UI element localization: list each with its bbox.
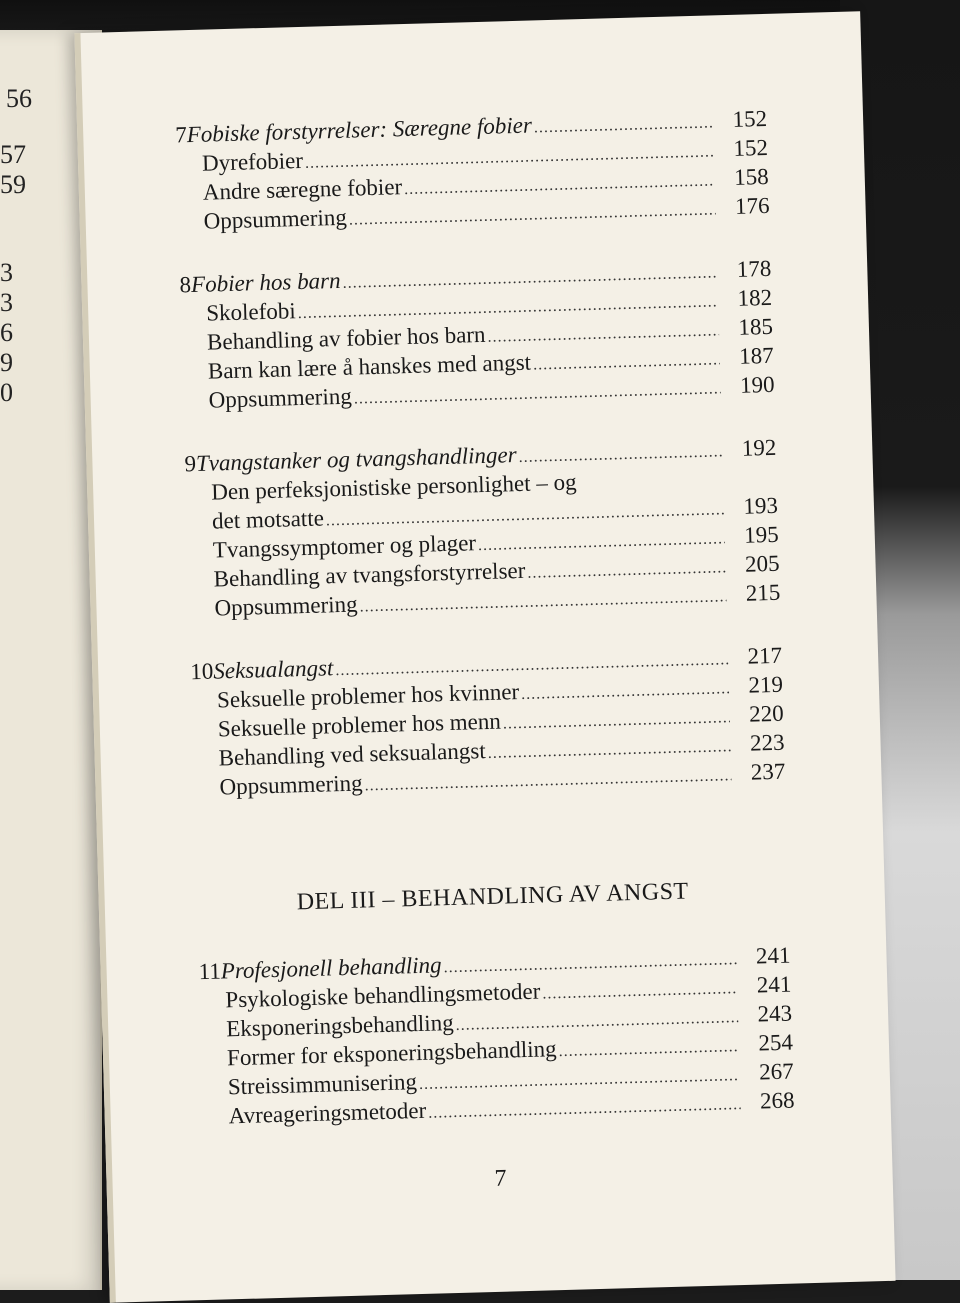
- chapter-title: Profesjonell behandling: [220, 952, 442, 984]
- facing-page-number: 57: [0, 140, 26, 169]
- page-number: 205: [744, 550, 780, 577]
- facing-page-number: 3: [0, 258, 13, 287]
- page-number: 190: [739, 371, 775, 398]
- page-number: 158: [733, 163, 770, 190]
- dot-leader: [527, 559, 726, 583]
- page-number: 267: [758, 1058, 795, 1085]
- page-number: 185: [738, 313, 774, 340]
- facing-page-number: 6: [0, 318, 13, 347]
- entry-label: Behandling ved seksualangst: [218, 738, 486, 771]
- chapter-number: 7: [174, 122, 188, 148]
- dot-leader: [542, 980, 737, 1003]
- facing-page-number: 9: [0, 348, 13, 377]
- page-number: 195: [743, 521, 780, 548]
- dot-leader: [349, 201, 716, 229]
- dot-leader: [455, 1009, 738, 1035]
- page-number: 268: [759, 1087, 795, 1114]
- entry-label: Seksuelle problemer hos menn: [217, 708, 502, 742]
- page-number: 193: [743, 492, 779, 519]
- entry-label: Seksuelle problemer hos kvinner: [216, 679, 520, 713]
- chapter-number: 10: [189, 658, 214, 685]
- chapter-title: Seksualangst: [212, 655, 334, 684]
- entry-label: Streissimmunisering: [227, 1069, 418, 1100]
- table-of-contents: [174, 105, 796, 1192]
- dot-leader: [521, 680, 729, 704]
- toc-chapter: [179, 256, 775, 417]
- dot-leader: [478, 530, 725, 555]
- entry-label: det motsatte: [211, 505, 325, 534]
- dot-leader: [503, 709, 730, 733]
- entry-label: Oppsummering: [208, 383, 353, 413]
- entry-label: Skolefobi: [205, 298, 297, 326]
- toc-chapter: [184, 435, 781, 625]
- page-number: 237: [750, 758, 786, 785]
- toc-chapter: [175, 106, 770, 238]
- page-number: 217: [747, 642, 783, 669]
- part-heading: DEL III – BEHANDLING AV ANGST: [296, 878, 690, 916]
- entry-label: Former for eksponeringsbehandling: [226, 1036, 557, 1071]
- page-number: 152: [733, 134, 769, 161]
- chapter-title: Fobier hos barn: [190, 267, 341, 298]
- page-number: 176: [734, 192, 770, 219]
- chapter-number: 9: [184, 450, 197, 477]
- book-page: [74, 11, 895, 1302]
- dot-leader: [364, 767, 731, 795]
- dot-leader: [354, 380, 721, 408]
- dot-leader: [359, 588, 726, 616]
- chapter-number: 11: [198, 958, 222, 985]
- dot-leader: [533, 351, 720, 374]
- chapter-title: Fobiske forstyrrelser: Særegne fobier: [186, 112, 533, 148]
- entry-label: Eksponeringsbehandling: [225, 1010, 454, 1042]
- page-number: 220: [748, 700, 785, 727]
- page-number: 254: [758, 1029, 794, 1056]
- dot-leader: [487, 738, 730, 763]
- page-number: 219: [748, 671, 784, 698]
- chapter-title: Tvangstanker og tvangshandlinger: [195, 442, 517, 476]
- entry-label: Oppsummering: [219, 770, 363, 800]
- entry-label: Avreageringsmetoder: [228, 1097, 427, 1129]
- entry-label-wrapped-line: Den perfeksjonistiske personlighet – og: [210, 469, 577, 505]
- entry-label: Barn kan lære å hanskes med angst: [207, 349, 532, 384]
- chapter-number: 8: [179, 272, 192, 298]
- dot-leader: [534, 114, 714, 137]
- page-number: 192: [741, 434, 777, 461]
- page-number: 152: [732, 105, 768, 132]
- page-number: 223: [749, 729, 785, 756]
- entry-label: Andre særegne fobier: [202, 174, 403, 205]
- dot-leader: [487, 322, 719, 346]
- entry-label: Behandling av fobier hos barn: [206, 321, 486, 355]
- page-number: 243: [757, 1000, 793, 1027]
- page-number: 182: [737, 284, 773, 311]
- page-folio: 7: [494, 1165, 507, 1192]
- entry-label: Psykologiske behandlingsmetoder: [225, 978, 541, 1013]
- page-number: 241: [756, 971, 792, 998]
- entry-label: Behandling av tvangsforstyrrelser: [213, 557, 526, 592]
- facing-page-number: 3: [0, 288, 13, 317]
- entry-label: Oppsummering: [214, 591, 358, 621]
- page-number: 178: [736, 255, 772, 282]
- facing-page-number: 0: [0, 378, 13, 407]
- toc-chapter: [198, 943, 795, 1133]
- page-number: 241: [755, 942, 791, 969]
- page-number: 215: [745, 579, 781, 606]
- dot-leader: [558, 1038, 739, 1061]
- dot-leader: [428, 1096, 741, 1123]
- entry-label: Tvangssymptomer og plager: [212, 530, 477, 563]
- facing-page-number: 59: [0, 170, 26, 199]
- dot-leader: [518, 443, 722, 467]
- toc-chapter: [190, 643, 786, 804]
- page-number: 187: [738, 342, 775, 369]
- entry-label: Dyrefobier: [201, 147, 304, 176]
- entry-label: Oppsummering: [203, 204, 348, 234]
- facing-page-number: 56: [6, 84, 32, 113]
